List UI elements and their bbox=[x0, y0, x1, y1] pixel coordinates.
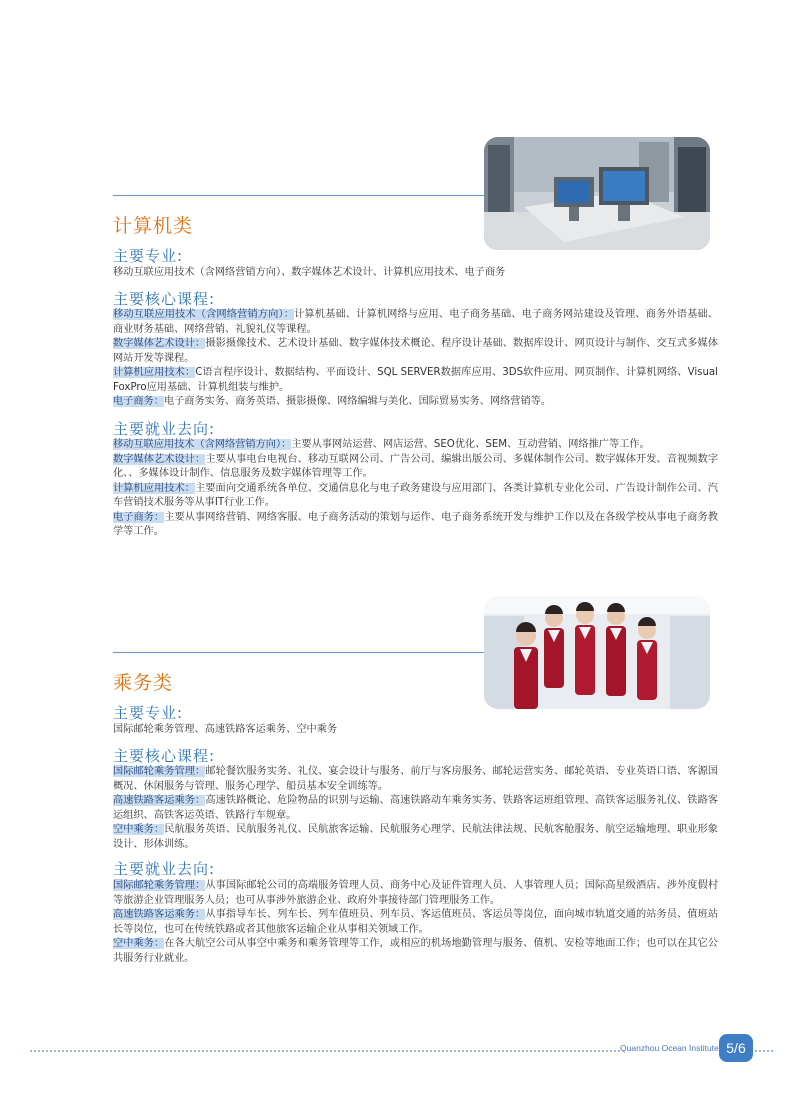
job-item bbox=[113, 908, 718, 937]
course-label: 移动互联应用技术（含网络营销方向）： bbox=[113, 309, 295, 320]
majors-heading: 主要专业: bbox=[113, 247, 184, 265]
section-divider bbox=[113, 652, 493, 653]
majors-text: 国际邮轮乘务管理、高速铁路客运乘务、空中乘务 bbox=[113, 724, 338, 735]
section-title: 乘务类 bbox=[113, 672, 174, 694]
course-text: 摄影摄像技术、艺术设计基础、数字媒体技术概论、程序设计基础、数据库设计、网页设计与制作、交互式多媒体网站开发等课程。 bbox=[113, 338, 719, 364]
course-text: 电子商务实务、商务英语、摄影摄像、网络编辑与美化、国际贸易实务、网络营销等。 bbox=[163, 396, 552, 407]
section-divider bbox=[113, 195, 493, 196]
courses-list bbox=[113, 308, 718, 410]
course-label: 空中乘务： bbox=[113, 824, 165, 835]
course-label: 数字媒体艺术设计： bbox=[113, 338, 206, 349]
course-label: 国际邮轮乘务管理： bbox=[113, 766, 206, 777]
job-text: 在各大航空公司从事空中乘务和乘务管理等工作，或相应的机场地勤管理与服务、值机、安检等地面工作；也可以在其它公共服务行业就业。 bbox=[113, 938, 718, 964]
job-label: 移动互联应用技术（含网络营销方向）： bbox=[113, 439, 292, 450]
job-item bbox=[113, 879, 718, 908]
job-text: 主要从事网络营销、网络客服、电子商务活动的策划与运作、电子商务系统开发与维护工作以及在各级学校从事电子商务教学等工作。 bbox=[113, 511, 718, 537]
footer-institute-name: Quanzhou Ocean Institute bbox=[620, 1043, 719, 1053]
job-label: 国际邮轮乘务管理： bbox=[113, 880, 206, 891]
courses-list bbox=[113, 765, 718, 852]
jobs-heading: 主要就业去向: bbox=[113, 420, 216, 438]
job-label: 空中乘务： bbox=[113, 938, 165, 949]
course-item bbox=[113, 308, 718, 337]
job-item bbox=[113, 937, 718, 966]
job-label: 高速铁路客运乘务： bbox=[113, 909, 206, 920]
courses-heading: 主要核心课程: bbox=[113, 747, 216, 765]
course-text: C语言程序设计、数据结构、平面设计、SQL SERVER数据库应用、3DS软件应用、网页制作、计算机网络、Visual FoxPro应用基础、计算机组装与维护。 bbox=[113, 367, 719, 393]
course-text: 高速铁路概论、危险物品的识别与运输、高速铁路动车乘务实务、铁路客运班组管理、高铁客运服务礼仪、铁路客运组织、高铁客运英语、铁路行车规章。 bbox=[113, 795, 719, 821]
job-text: 从事国际邮轮公司的高端服务管理人员、商务中心及证件管理人员、人事管理人员；国际高星级酒店、涉外度假村等旅游企业管理服务人员；也可从事涉外旅游企业、政府外事接待部门管理服务工作。 bbox=[113, 880, 719, 906]
job-text: 从事指导车长、列车长、列车值班员、列车员、客运值班员、客运员等岗位，面向城市轨道交通的站务员、值班站长等岗位，也可在传统铁路或者其他旅客运输企业从事相关领域工作。 bbox=[113, 909, 719, 935]
course-label: 电子商务： bbox=[113, 396, 164, 407]
course-text: 计算机基础、计算机网络与应用、电子商务基础、电子商务网站建设及管理、商务外语基础、商业财务基础、网络营销、礼貌礼仪等课程。 bbox=[113, 309, 718, 335]
course-item bbox=[113, 337, 718, 366]
jobs-list bbox=[113, 879, 718, 966]
course-item bbox=[113, 366, 718, 395]
course-item bbox=[113, 794, 718, 823]
computer-lab-photo bbox=[484, 137, 710, 250]
course-item bbox=[113, 395, 718, 410]
footer-dotted-line bbox=[30, 1050, 620, 1052]
jobs-list bbox=[113, 438, 718, 540]
job-item bbox=[113, 511, 718, 540]
job-label: 电子商务： bbox=[113, 511, 165, 523]
job-label: 数字媒体艺术设计： bbox=[113, 453, 206, 465]
job-text: 主要面向交通系统各单位、交通信息化与电子政务建设与应用部门、各类计算机专业化公司、广告设计制作公司、汽车营销技术服务等从事IT行业工作。 bbox=[113, 482, 718, 508]
course-item bbox=[113, 823, 718, 852]
course-label: 计算机应用技术： bbox=[113, 367, 196, 378]
job-item bbox=[113, 438, 718, 453]
flight-attendants-photo bbox=[484, 596, 710, 709]
course-text: 民航服务英语、民航服务礼仪、民航旅客运输、民航服务心理学、民航法律法规、民航客舱服务、航空运输地理、职业形象设计、形体训练。 bbox=[113, 824, 718, 850]
course-item bbox=[113, 765, 718, 794]
job-item bbox=[113, 453, 718, 482]
page-number-badge: 5/6 bbox=[719, 1034, 753, 1062]
majors-heading: 主要专业: bbox=[113, 704, 184, 722]
course-label: 高速铁路客运乘务： bbox=[113, 795, 206, 806]
majors-text: 移动互联应用技术（含网络营销方向）、数字媒体艺术设计、计算机应用技术、电子商务 bbox=[113, 267, 506, 278]
job-item bbox=[113, 482, 718, 511]
job-text: 主要从事网站运营、网店运营、SEO优化、SEM、互动营销、网络推广等工作。 bbox=[291, 439, 650, 450]
job-text: 主要从事电台电视台、移动互联网公司、广告公司、编辑出版公司、多媒体制作公司、数字媒体开发、音视频数字化、、多媒体设计制作、信息服务及数字媒体管理等工作。 bbox=[113, 453, 719, 479]
jobs-heading: 主要就业去向: bbox=[113, 860, 216, 878]
course-text: 邮轮餐饮服务实务、礼仪、宴会设计与服务、前厅与客房服务、邮轮运营实务、邮轮英语、专业英语口语、客源国概况、休闲服务与管理、服务心理学、船员基本安全训练等。 bbox=[113, 766, 719, 792]
footer-dotted-line-end bbox=[755, 1050, 773, 1052]
section-title: 计算机类 bbox=[113, 215, 194, 237]
job-label: 计算机应用技术： bbox=[113, 482, 196, 494]
courses-heading: 主要核心课程: bbox=[113, 290, 216, 308]
